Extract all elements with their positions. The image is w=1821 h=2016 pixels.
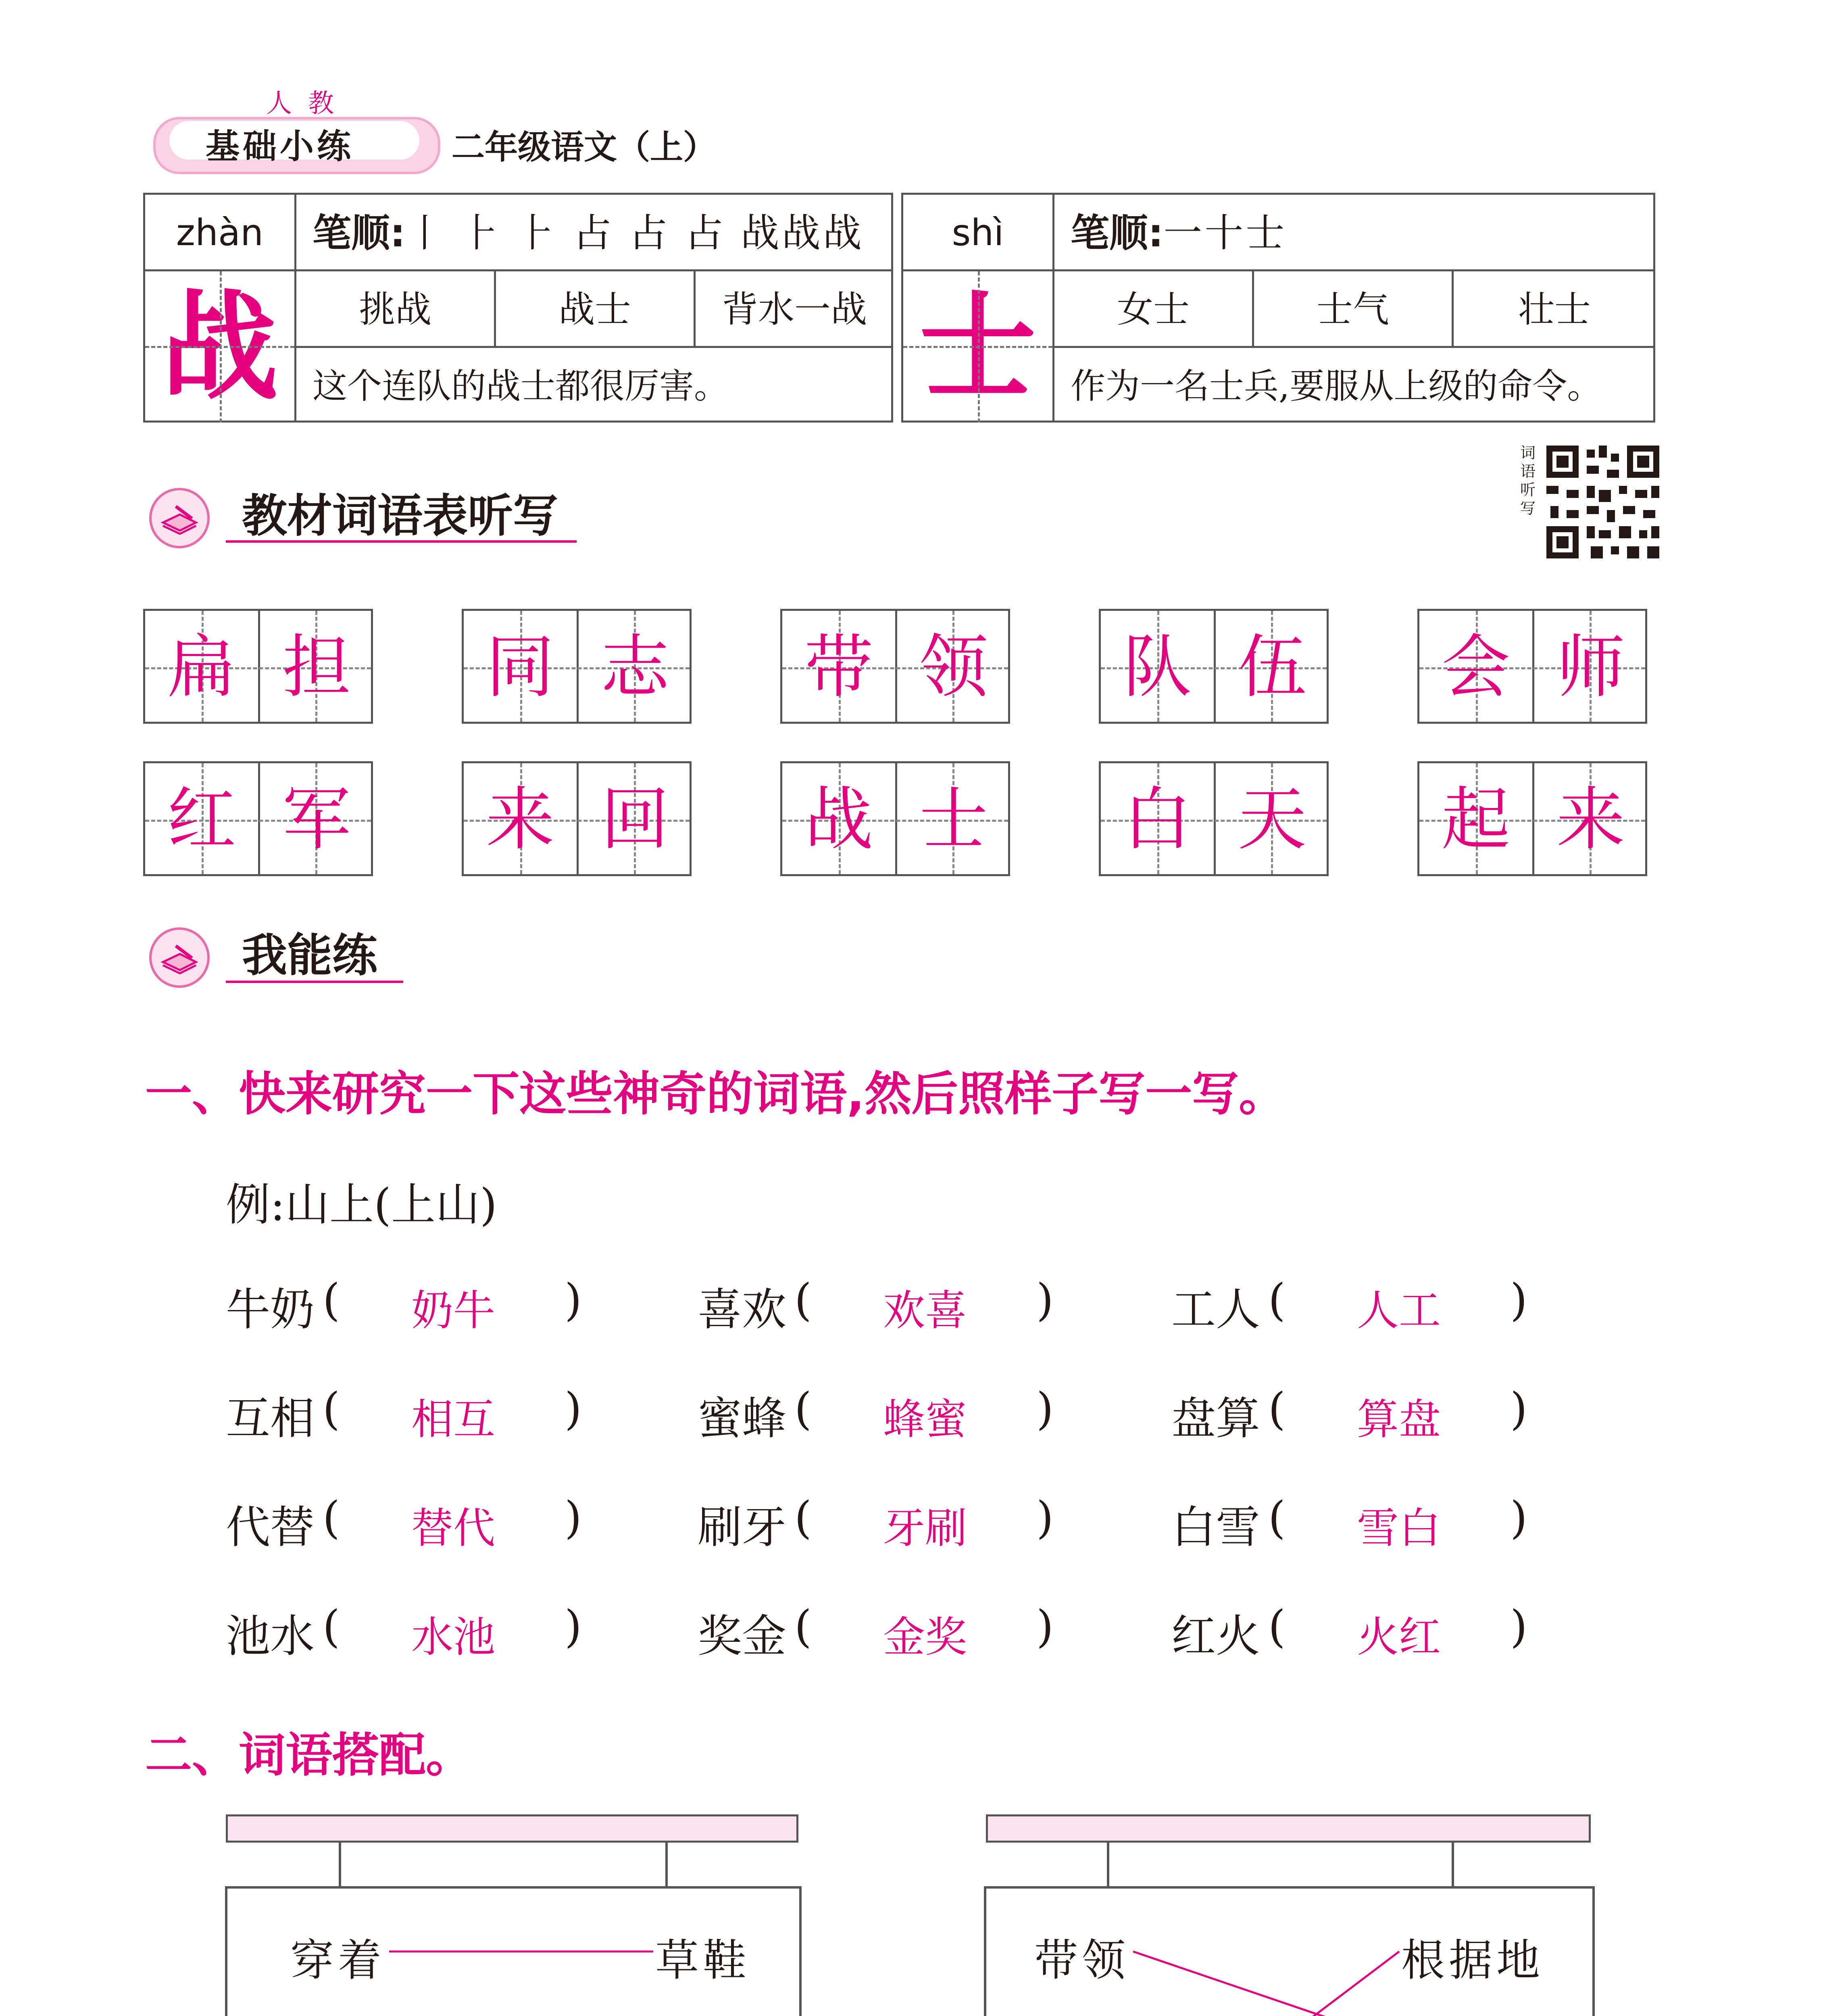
stroke-label: 笔顺: [1071, 210, 1164, 256]
reversible-word: 工人 [1171, 1284, 1260, 1335]
grid-char: 天 [1238, 780, 1306, 860]
grid-char: 领 [919, 627, 988, 707]
grid-char: 红 [167, 780, 236, 860]
close-paren: ) [1510, 1274, 1527, 1326]
close-paren: ) [565, 1274, 582, 1326]
close-paren: ) [1036, 1383, 1054, 1435]
reversible-word: 白雪 [1171, 1502, 1260, 1553]
reversible-word: 代替 [226, 1502, 315, 1553]
reversible-word: 盘算 [1171, 1393, 1260, 1444]
question-1-title: 一、快来研究一下这些神奇的词语,然后照样子写一写。 [145, 1067, 1286, 1121]
answer-input[interactable]: 欢喜 [883, 1286, 967, 1335]
grid-char: 带 [804, 627, 873, 707]
answer-input[interactable]: 牙刷 [883, 1504, 967, 1553]
open-paren: ( [1268, 1383, 1286, 1435]
grid-char: 志 [600, 627, 669, 707]
pinyin: shì [903, 195, 1054, 271]
series-name: 基础小练 [206, 127, 354, 166]
close-paren: ) [1036, 1492, 1054, 1543]
reversible-word: 刷牙 [698, 1502, 786, 1553]
answer-input[interactable]: 替代 [411, 1504, 496, 1553]
close-paren: ) [565, 1492, 582, 1543]
grid-char: 师 [1556, 627, 1625, 707]
answer-input[interactable]: 奶牛 [411, 1286, 496, 1335]
word: 挑战 [296, 271, 496, 348]
answer-input[interactable]: 水池 [411, 1612, 496, 1662]
open-paren: ( [323, 1492, 340, 1543]
open-paren: ( [323, 1383, 340, 1435]
example-sentence: 这个连队的战士都很厉害。 [313, 366, 729, 406]
stroke-sequence: 一十士 [1163, 210, 1287, 256]
close-paren: ) [565, 1601, 582, 1652]
section-title-dictation: 教材词语表听写 [242, 490, 558, 542]
grid-char: 回 [600, 780, 669, 860]
reversible-word: 蜜蜂 [698, 1393, 786, 1444]
close-paren: ) [1036, 1274, 1054, 1326]
open-paren: ( [1268, 1492, 1286, 1543]
open-paren: ( [1268, 1601, 1286, 1652]
word: 战士 [496, 271, 696, 348]
reversible-word: 喜欢 [698, 1284, 786, 1335]
reversible-word: 池水 [226, 1610, 315, 1662]
grid-char: 起 [1441, 780, 1510, 860]
grid-char: 会 [1441, 627, 1510, 707]
reversible-word: 红火 [1171, 1610, 1260, 1662]
grid-char: 同 [485, 627, 554, 707]
example-line: 例:山上(上山) [226, 1179, 497, 1231]
answer-input[interactable]: 蜂蜜 [883, 1395, 967, 1444]
reversible-word: 牛奶 [226, 1284, 315, 1335]
open-paren: ( [323, 1601, 340, 1652]
stroke-sequence: 丨 ⺊ ⺊ 占 占 占 战战战 [405, 210, 864, 256]
open-paren: ( [794, 1274, 812, 1326]
series-sub: 人教 [266, 89, 350, 119]
open-paren: ( [794, 1383, 812, 1435]
stroke-label: 笔顺: [313, 210, 406, 256]
word: 士气 [1254, 271, 1454, 348]
word: 壮士 [1454, 271, 1655, 348]
open-paren: ( [323, 1274, 340, 1326]
close-paren: ) [1510, 1383, 1527, 1435]
grid-char: 队 [1123, 627, 1192, 707]
close-paren: ) [565, 1383, 582, 1435]
answer-input[interactable]: 算盘 [1357, 1395, 1441, 1444]
word: 背水一战 [696, 271, 893, 348]
open-paren: ( [1268, 1274, 1286, 1326]
close-paren: ) [1036, 1601, 1054, 1652]
grid-char: 担 [282, 627, 351, 707]
question-2-title: 二、词语搭配。 [145, 1728, 473, 1783]
match-right-word[interactable]: 草鞋 [655, 1935, 751, 1986]
qr-label: 词语听写 [1520, 444, 1536, 517]
grid-char: 来 [485, 780, 554, 860]
section-title-practice: 我能练 [242, 929, 377, 982]
grid-char: 军 [282, 780, 351, 860]
grid-char: 士 [919, 780, 988, 860]
open-paren: ( [794, 1492, 812, 1543]
reversible-word: 互相 [226, 1393, 315, 1444]
grid-char: 来 [1556, 780, 1625, 860]
word: 女士 [1054, 271, 1254, 348]
grid-char: 战 [804, 780, 873, 860]
match-left-word[interactable]: 带领 [1034, 1935, 1130, 1986]
close-paren: ) [1510, 1492, 1527, 1543]
answer-input[interactable]: 人工 [1357, 1286, 1441, 1335]
answer-input[interactable]: 相互 [411, 1395, 496, 1444]
close-paren: ) [1510, 1601, 1527, 1652]
grade-label: 二年级语文（上） [452, 128, 717, 167]
answer-input[interactable]: 金奖 [883, 1612, 967, 1662]
grid-char: 伍 [1238, 627, 1306, 707]
open-paren: ( [794, 1601, 812, 1652]
match-left-word[interactable]: 穿着 [290, 1935, 386, 1986]
example-sentence: 作为一名士兵,要服从上级的命令。 [1071, 366, 1602, 406]
answer-input[interactable]: 雪白 [1357, 1504, 1441, 1553]
grid-char: 扁 [167, 627, 236, 707]
big-character: 战 [145, 271, 296, 423]
pinyin: zhàn [145, 195, 296, 271]
answer-input[interactable]: 火红 [1357, 1612, 1441, 1662]
grid-char: 白 [1123, 780, 1192, 860]
reversible-word: 奖金 [698, 1610, 786, 1662]
big-character: 士 [903, 271, 1054, 423]
match-right-word[interactable]: 根据地 [1401, 1935, 1544, 1986]
